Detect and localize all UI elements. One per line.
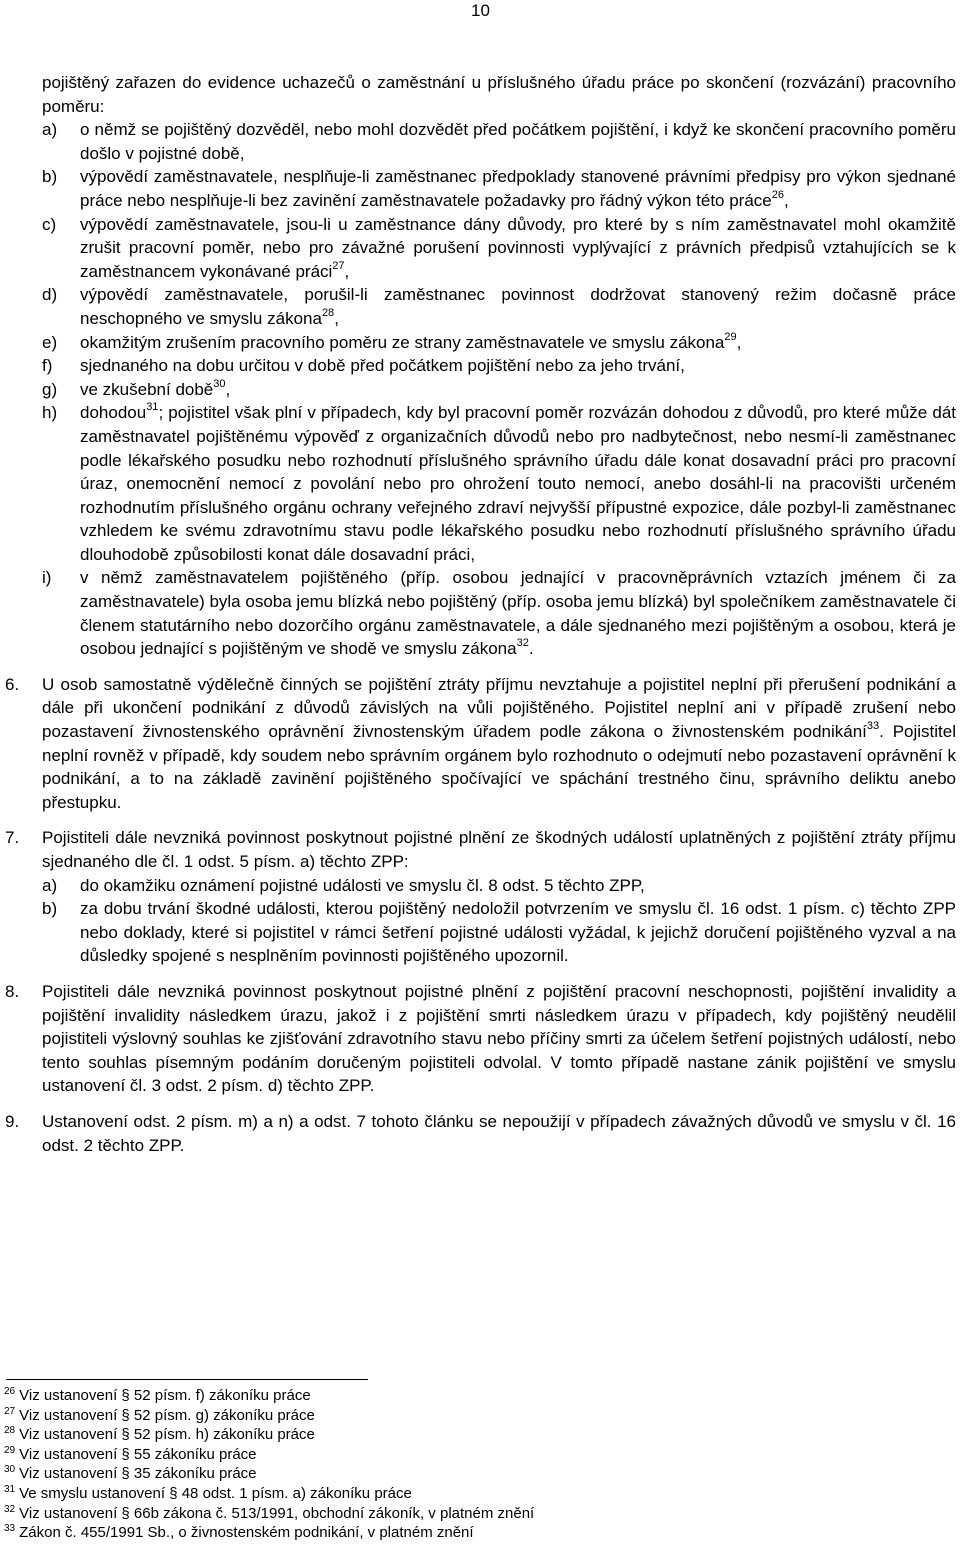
footnote-ref[interactable]: 29 <box>724 330 737 343</box>
list-item-f: f) sjednaného na dobu určitou v době před počátkem pojištění nebo za jeho trvání, <box>42 356 685 376</box>
footnote-ref[interactable]: 31 <box>146 401 159 414</box>
list-item-g: g) ve zkušební době$^{30}$, <box>42 377 231 399</box>
footnote-ref[interactable]: 27 <box>332 259 345 272</box>
footnote-32: $^{32}$ Viz ustanovení § 66b zákona č. 513/1991, obchodní zákoník, v platném znění <box>4 1503 535 1522</box>
list-item-a: a) o němž se pojištěný dozvěděl, nebo mohl dozvědět před počátkem pojištění, i když ke skončení pracovního poměru došlo v pojistné době, <box>42 120 956 163</box>
list-item-d: d) výpovědí zaměstnavatele, porušil-li zaměstnanec povinnost dodržovat stanovený režim dočasně práce neschopného ve smyslu zákona$^{28}$, <box>42 285 956 328</box>
page-number: 10 <box>471 1 490 20</box>
footnote-31: $^{31}$ Ve smyslu ustanovení § 48 odst. 1 písm. a) zákoníku práce <box>4 1483 412 1502</box>
footnote-ref[interactable]: 28 <box>321 306 335 319</box>
document-body <box>5 71 956 1157</box>
footnote-26: $^{26}$ Viz ustanovení § 52 písm. f) zákoníku práce <box>4 1386 311 1404</box>
list-item-c: c) výpovědí zaměstnavatele, jsou-li u zaměstnance dány důvody, pro které by s ním zaměstnavatel mohl okamžitě zrušit pracovní poměr, nebo pro závažné porušení povinnosti vyplývající z právních předpisů vztahujících se k zaměstnancem vykonávané práci$^{27}$, <box>42 214 956 281</box>
section-7-item-a: a) do okamžiku oznámení pojistné události ve smyslu čl. 8 odst. 5 těchto ZPP, <box>42 875 645 895</box>
footnote-30: $^{30}$ Viz ustanovení § 35 zákoníku práce <box>4 1464 257 1483</box>
section-8: 8. Pojistiteli dále nevzniká povinnost poskytnout pojistné plnění z pojištění pracovní neschopnosti, pojištění invalidity a pojištění invalidity následkem úrazu, jakož i z pojištění smrti následkem úrazu v případech, kdy pojištěný neudělil pojistiteli výslovný souhlas ke zjišťování zdravotního stavu nebo příčiny smrti za účelem šetření pojistných událostí, nebo tento souhlas písemným podáním doručeným pojistiteli odvolal. V tomto případě nastane zánik pojištění ve smyslu ustanovení čl. 3 odst. 2 písm. d) těchto ZPP. <box>5 981 956 1096</box>
footnote-33: $^{33}$ Zákon č. 455/1991 Sb., o živnostenském podnikání, v platném znění <box>4 1523 474 1542</box>
list-item-e: e) okamžitým zrušením pracovního poměru ze strany zaměstnavatele ve smyslu zákona$^{29}$, <box>42 330 742 352</box>
section-6: 6. U osob samostatně výdělečně činných se pojištění ztráty příjmu nevztahuje a pojistitel neplní při přerušení podnikání a dále při ukončení podnikání z důvodů závislých na vůli pojištěného. Pojistitel neplní ani v případě zrušení nebo pozastavení živnostenského oprávnění živnostenským úřadem podle zákona o živnostenském podnikání$^{33}$. Pojistitel neplní rovněž v případě, kdy soudem nebo správním orgánem bylo rozhodnuto o odejmutí nebo pozastavení oprávnění k podnikání, a to na základě zavinění pojištěného spočívající ve spáchání trestného činu, správního deliktu anebo přestupku. <box>5 674 956 812</box>
list-item-i: i) v němž zaměstnavatelem pojištěného (příp. osobou jednající v pracovněprávních vztazích jménem či za zaměstnavatele) byla osoba jemu blízká nebo pojištěný (příp. osoba jemu blízká) byl společníkem zaměstnavatele či členem statutárního nebo dozorčího orgánu zaměstnavatele, a dále sjednaného mezi pojištěným a osobou, která je osobou jednající s pojištěným ve shodě ve smyslu zákona$^{32}$. <box>42 568 956 659</box>
section-7-item-b: b) za dobu trvání škodné události, kterou pojištěný nedoložil potvrzením ve smyslu čl. 16 odst. 1 písm. c) těchto ZPP nebo doklady, které si pojistitel v rámci šetření pojistné události vyžádal, k jejichž doručení pojištěného vyzval a na důsledky spojené s nesplněním povinnosti pojištěného upozornil. <box>42 899 956 966</box>
footnote-29: $^{29}$ Viz ustanovení § 55 zákoníku práce <box>4 1444 257 1463</box>
list-item-b: b) výpovědí zaměstnavatele, nesplňuje-li zaměstnanec předpoklady stanovené právními předpisy pro výkon sjednané práce nebo nesplňuje-li bez zavinění zaměstnavatele požadavky pro řádný výkon této práce$^{26}$, <box>42 167 956 210</box>
footnotes <box>4 1386 534 1543</box>
intro-paragraph: pojištěný zařazen do evidence uchazečů o zaměstnání u příslušného úřadu práce po skončení (rozvázání) pracovního poměru: <box>42 73 956 116</box>
section-7: 7. Pojistiteli dále nevzniká povinnost poskytnout pojistné plnění ze škodných událostí uplatněných z pojištění ztráty příjmu sjednaného dle čl. 1 odst. 5 písm. a) těchto ZPP: a) do okamžiku oznámení pojistné události ve smyslu čl. 8 odst. 5 těchto ZPP, b) za dobu trvání škodné události, kterou pojištěný nedoložil potvrzením ve smyslu čl. 16 odst. 1 písm. c) těchto ZPP nebo doklady, které si pojistitel v rámci šetření pojistné události vyžádal, k jejichž doručení pojištěného vyzval a na důsledky spojené s nesplněním povinnosti pojištěného upozornil. <box>42 826 956 968</box>
exclusion-list <box>42 118 956 661</box>
footnote-ref[interactable]: 32 <box>516 637 529 650</box>
footnote-ref[interactable]: 26 <box>771 188 784 201</box>
list-item-h: h) dohodou$^{31}$; pojistitel však plní v případech, kdy byl pracovní poměr rozvázán dohodou z důvodů, pro které může dát zaměstnavatel pojištěnému výpověď z organizačních důvodů nebo pro nadbytečnost, nebo nesmí-li zaměstnanec podle lékařského posudku nebo rozhodnutí příslušného správního úřadu dále konat dosavadní práci pro pracovní úraz, onemocnění nemocí z povolání nebo pro ohrožení touto nemocí, anebo dosáhl-li na pracovišti určeném rozhodnutím příslušného orgánu ochrany veřejného zdraví nejvyšší přípustné expozice, dále pozbyl-li zaměstnanec vzhledem ke svému zdravotnímu stavu podle lékařského posudku nebo rozhodnutí příslušného správního úřadu dlouhodobě způsobilosti konat dále dosavadní práci, <box>42 401 956 564</box>
footnote-ref[interactable]: 33 <box>866 720 880 733</box>
footnote-27: $^{27}$ Viz ustanovení § 52 písm. g) zákoníku práce <box>4 1405 315 1424</box>
footnote-ref[interactable]: 30 <box>213 377 226 390</box>
section-9: 9. Ustanovení odst. 2 písm. m) a n) a odst. 7 tohoto článku se nepoužijí v případech závažných důvodů ve smyslu v čl. 16 odst. 2 těchto ZPP. <box>5 1111 956 1155</box>
footnote-28: $^{28}$ Viz ustanovení § 52 písm. h) zákoníku práce <box>4 1425 315 1444</box>
footnote-separator <box>6 1379 368 1380</box>
